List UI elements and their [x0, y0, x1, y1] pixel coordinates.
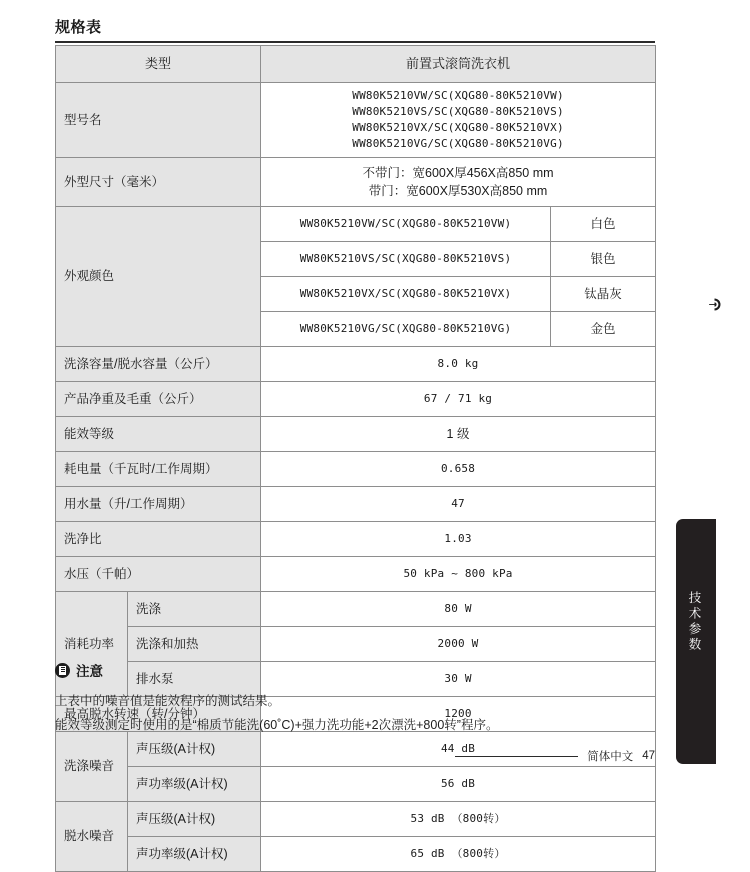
- model-name-line: WW80K5210VX/SC(XQG80-80K5210VX): [352, 120, 564, 134]
- row-value-model-name: [261, 83, 656, 158]
- color-model: WW80K5210VX/SC(XQG80-80K5210VX): [261, 276, 551, 311]
- row-value-wash-noise-swl: 56 dB: [261, 766, 656, 801]
- page-footer: [455, 748, 655, 764]
- table-row-wash-ratio: [56, 521, 656, 556]
- row-label-spin-noise-group: 脱水噪音: [56, 801, 128, 871]
- dimensions-line: 带门：宽600X厚530X高850 mm: [368, 183, 548, 198]
- table-row-water-pressure: [56, 556, 656, 591]
- notice-line: 上表中的噪音值是能效程序的测试结果。: [55, 694, 281, 708]
- row-label-energy-grade: 能效等级: [56, 416, 261, 451]
- row-sublabel-wash-noise-spl: 声压级(A计权): [128, 731, 261, 766]
- row-sublabel-power-wash-heat: 洗涤和加热: [128, 626, 261, 661]
- row-sublabel-spin-noise-spl: 声压级(A计权): [128, 801, 261, 836]
- row-value-water-consumption: 47: [261, 486, 656, 521]
- row-label-model-name: 型号名: [56, 83, 261, 158]
- notice-block: [55, 660, 655, 738]
- row-label-spin-speed: 最高脱水转速（转/分钟）: [56, 696, 261, 731]
- row-label-water-pressure: 水压（千帕）: [56, 556, 261, 591]
- row-value-wash-capacity: 8.0 kg: [261, 346, 656, 381]
- row-value-power-wash-heat: 2000 W: [261, 626, 656, 661]
- model-name-line: WW80K5210VW/SC(XQG80-80K5210VW): [352, 89, 564, 102]
- notice-title: 注意: [76, 664, 103, 679]
- row-sublabel-power-drain-pump: 排水泵: [128, 661, 261, 696]
- color-model: WW80K5210VW/SC(XQG80-80K5210VW): [261, 206, 551, 241]
- page-title: 规格表: [55, 19, 102, 36]
- row-value-power-wash: 80 W: [261, 591, 656, 626]
- color-name: 金色: [551, 311, 656, 346]
- row-label-power-group: 消耗功率: [56, 591, 128, 696]
- color-name: 银色: [551, 241, 656, 276]
- header-product-label: 前置式滚筒洗衣机: [261, 46, 656, 83]
- dimensions-line: 不带门：宽600X厚456X高850 mm: [362, 165, 554, 180]
- table-row-color-1: [56, 206, 656, 241]
- row-label-wash-capacity: 洗涤容量/脱水容量（公斤）: [56, 346, 261, 381]
- color-name: 钛晶灰: [551, 276, 656, 311]
- row-value-weight: 67 / 71 kg: [261, 381, 656, 416]
- table-row-weight: [56, 381, 656, 416]
- table-row-model-name: [56, 83, 656, 158]
- table-row-power-wash-heat: [56, 626, 656, 661]
- side-tab-technical-parameters[interactable]: [676, 519, 716, 764]
- table-row-dimensions: [56, 157, 656, 206]
- row-label-dimensions: 外型尺寸（毫米）: [56, 157, 261, 206]
- table-row-energy-grade: [56, 416, 656, 451]
- table-row-wash-noise-swl: [56, 766, 656, 801]
- row-value-power-drain-pump: 30 W: [261, 661, 656, 696]
- row-label-weight: 产品净重及毛重（公斤）: [56, 381, 261, 416]
- table-row-wash-capacity: [56, 346, 656, 381]
- row-label-wash-noise-group: 洗涤噪音: [56, 731, 128, 801]
- table-row-spin-noise-spl: [56, 801, 656, 836]
- row-value-power-consumption: 0.658: [261, 451, 656, 486]
- color-model: WW80K5210VS/SC(XQG80-80K5210VS): [261, 241, 551, 276]
- row-value-energy-grade: 1 级: [261, 416, 656, 451]
- model-name-line: WW80K5210VG/SC(XQG80-80K5210VG): [352, 136, 564, 150]
- row-label-appearance-color: 外观颜色: [56, 206, 261, 346]
- row-label-wash-ratio: 洗净比: [56, 521, 261, 556]
- footer-page-number: 47: [642, 750, 655, 762]
- footer-language: 简体中文: [587, 751, 634, 763]
- row-sublabel-spin-noise-swl: 声功率级(A计权): [128, 836, 261, 871]
- row-value-spin-noise-spl: 53 dB （800转）: [261, 801, 656, 836]
- model-name-line: WW80K5210VS/SC(XQG80-80K5210VS): [352, 104, 564, 118]
- notice-header: [55, 660, 655, 680]
- row-sublabel-wash-noise-swl: 声功率级(A计权): [128, 766, 261, 801]
- header-type-label: 类型: [56, 46, 261, 83]
- footer-divider: [455, 756, 578, 757]
- table-row-water-consumption: [56, 486, 656, 521]
- title-divider: [55, 41, 655, 43]
- row-value-spin-noise-swl: 65 dB （800转）: [261, 836, 656, 871]
- row-value-dimensions: [261, 157, 656, 206]
- note-icon: [55, 663, 70, 678]
- row-label-water-consumption: 用水量（升/工作周期）: [56, 486, 261, 521]
- table-row-header: [56, 46, 656, 83]
- color-model: WW80K5210VG/SC(XQG80-80K5210VG): [261, 311, 551, 346]
- side-tab-label: 技术参数: [687, 591, 701, 653]
- row-label-power-consumption: 耗电量（千瓦时/工作周期）: [56, 451, 261, 486]
- table-row-power-wash: [56, 591, 656, 626]
- notice-line: 能效等级测定时使用的是“棉质节能洗(60˚C)+强力洗功能+2次漂洗+800转”程序。: [55, 718, 499, 733]
- row-sublabel-power-wash: 洗涤: [128, 591, 261, 626]
- table-row-spin-noise-swl: [56, 836, 656, 871]
- color-name: 白色: [551, 206, 656, 241]
- row-value-spin-speed: 1200: [261, 696, 656, 731]
- row-value-water-pressure: 50 kPa ~ 800 kPa: [261, 556, 656, 591]
- half-circle-marker-icon: [708, 298, 721, 311]
- row-value-wash-ratio: 1.03: [261, 521, 656, 556]
- table-row-power-consumption: [56, 451, 656, 486]
- row-value-wash-noise-spl: 44 dB: [261, 731, 656, 766]
